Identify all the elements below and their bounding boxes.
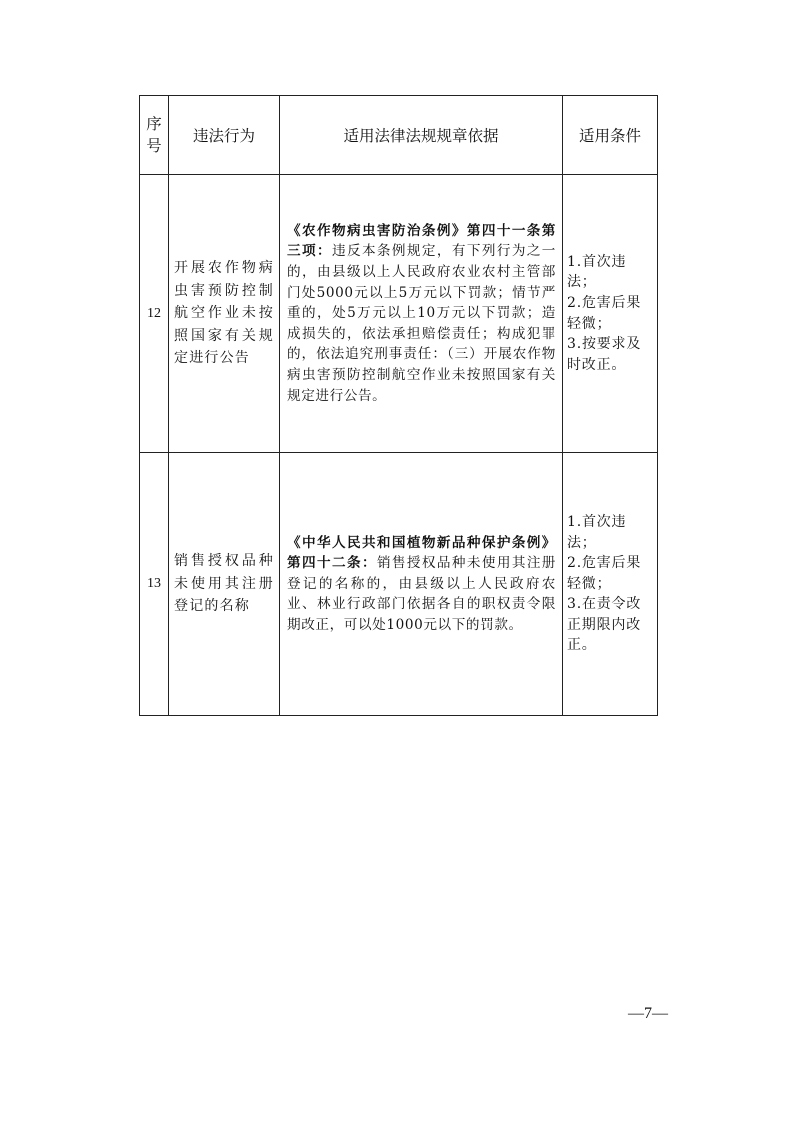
table-row [140,175,658,453]
law-text: 销售授权品种未使用其注册登记的名称的，由县级以上人民政府农业、林业行政部门依据各自的职权责令限期改正，可以处1000元以下的罚款。 [287,555,556,633]
condition-item: 3.在责令改正期限内改正。 [567,596,642,654]
condition-item: 2.危害后果轻微； [567,294,642,332]
row-legal-basis [280,453,563,716]
table-header-row [140,96,658,175]
header-violation: 违法行为 [169,96,280,175]
row-index: 12 [140,175,169,453]
header-conditions: 适用条件 [563,96,658,175]
condition-item: 1.首次违法； [567,513,627,551]
row-violation: 销售授权品种未使用其注册登记的名称 [169,453,280,716]
penalty-exemption-table [139,95,658,716]
row-conditions [563,175,658,453]
row-index: 13 [140,453,169,716]
law-citation: 《中华人民共和国植物新品种保护条例》第四十二条： [287,534,556,572]
page-number: —7— [628,1005,668,1022]
condition-item: 2.危害后果轻微； [567,555,642,592]
law-text: 违反本条例规定，有下列行为之一的，由县级以上人民政府农业农村主管部门处5000元以上5万元以下罚款；情节严重的，处5万元以上10万元以下罚款；造成损失的，依法承担赔偿责任；构成犯罪的，依法追究刑事责任：（三）开展农作物病虫害预防控制航空作业未按照国家有关规定进行公告。 [287,243,556,404]
header-index: 序号 [140,96,169,175]
row-violation: 开展农作物病虫害预防控制航空作业未按照国家有关规定进行公告 [169,175,280,453]
header-legal-basis: 适用法律法规规章依据 [280,96,563,175]
row-conditions [563,453,658,716]
condition-item: 3.按要求及时改正。 [567,336,642,373]
law-citation: 《农作物病虫害防治条例》第四十一条第三项： [287,222,556,260]
table-row [140,453,658,716]
condition-item: 1.首次违法； [567,253,627,291]
row-legal-basis [280,175,563,453]
